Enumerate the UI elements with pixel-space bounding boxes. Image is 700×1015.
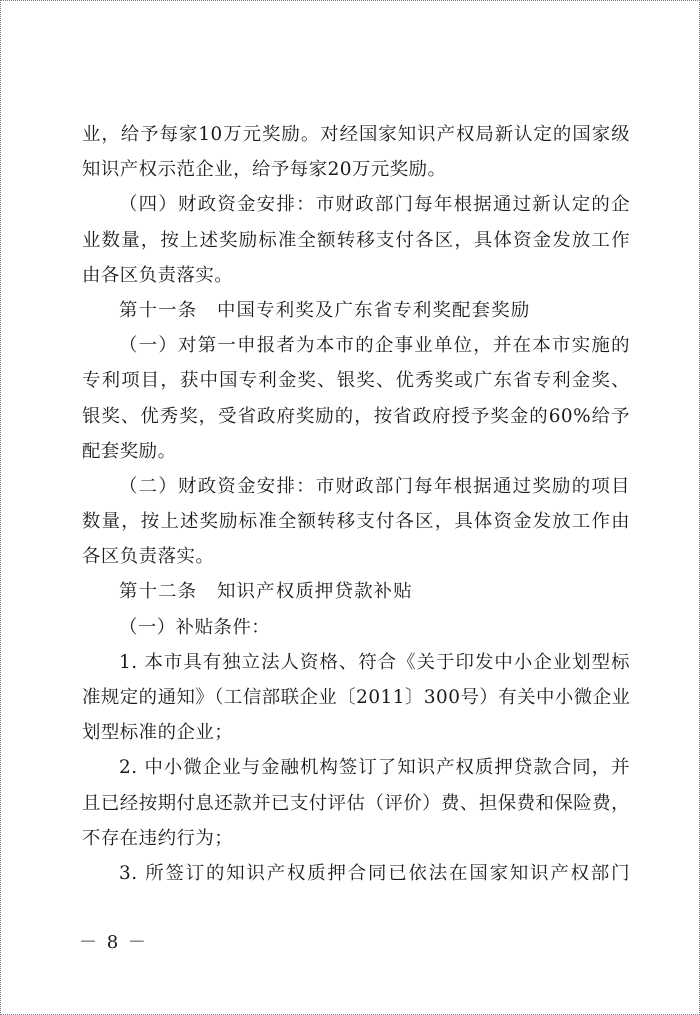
page-number: － 8 － [79, 932, 148, 953]
text-line: 银奖、优秀奖，受省政府奖励的，按省政府授予奖金的60%给予 [82, 405, 630, 427]
article-heading: 第十二条 知识产权质押贷款补贴 [119, 581, 413, 603]
text-line: 知识产权示范企业，给予每家20万元奖励。 [82, 159, 447, 181]
text-line: （一）对第一申报者为本市的企事业单位，并在本市实施的 [119, 335, 630, 357]
text-line: 数量，按上述奖励标准全额转移支付各区，具体资金发放工作由 [82, 511, 630, 533]
text-line: （四）财政资金安排：市财政部门每年根据通过新认定的企 [119, 194, 630, 216]
text-line: （一）补贴条件： [119, 616, 271, 638]
article-heading: 第十一条 中国专利奖及广东省专利奖配套奖励 [119, 299, 531, 321]
text-line: 专利项目，获中国专利金奖、银奖、优秀奖或广东省专利金奖、 [82, 370, 630, 392]
text-line: 由各区负责落实。 [82, 264, 234, 286]
text-line: 不存在违约行为； [82, 827, 234, 849]
text-line: 业，给予每家10万元奖励。对经国家知识产权局新认定的国家级 [82, 124, 630, 145]
text-line: 业数量，按上述奖励标准全额转移支付各区，具体资金发放工作 [82, 229, 630, 251]
text-line: 配套奖励。 [82, 440, 177, 462]
text-line: 准规定的通知》（工信部联企业〔2011〕300号）有关中小微企业 [82, 687, 630, 708]
text-line: 各区负责落实。 [82, 546, 215, 568]
text-line: 3. 所签订的知识产权质押合同已依法在国家知识产权部门 [119, 862, 630, 884]
body-text [82, 117, 630, 891]
text-line: 划型标准的企业； [82, 722, 234, 744]
text-line: 1. 本市具有独立法人资格、符合《关于印发中小企业划型标 [119, 651, 630, 673]
text-line: 且已经按期付息还款并已支付评估（评价）费、担保费和保险费， [82, 792, 630, 814]
text-line: 2. 中小微企业与金融机构签订了知识产权质押贷款合同，并 [119, 757, 630, 779]
text-line: （二）财政资金安排：市财政部门每年根据通过奖励的项目 [119, 475, 630, 497]
